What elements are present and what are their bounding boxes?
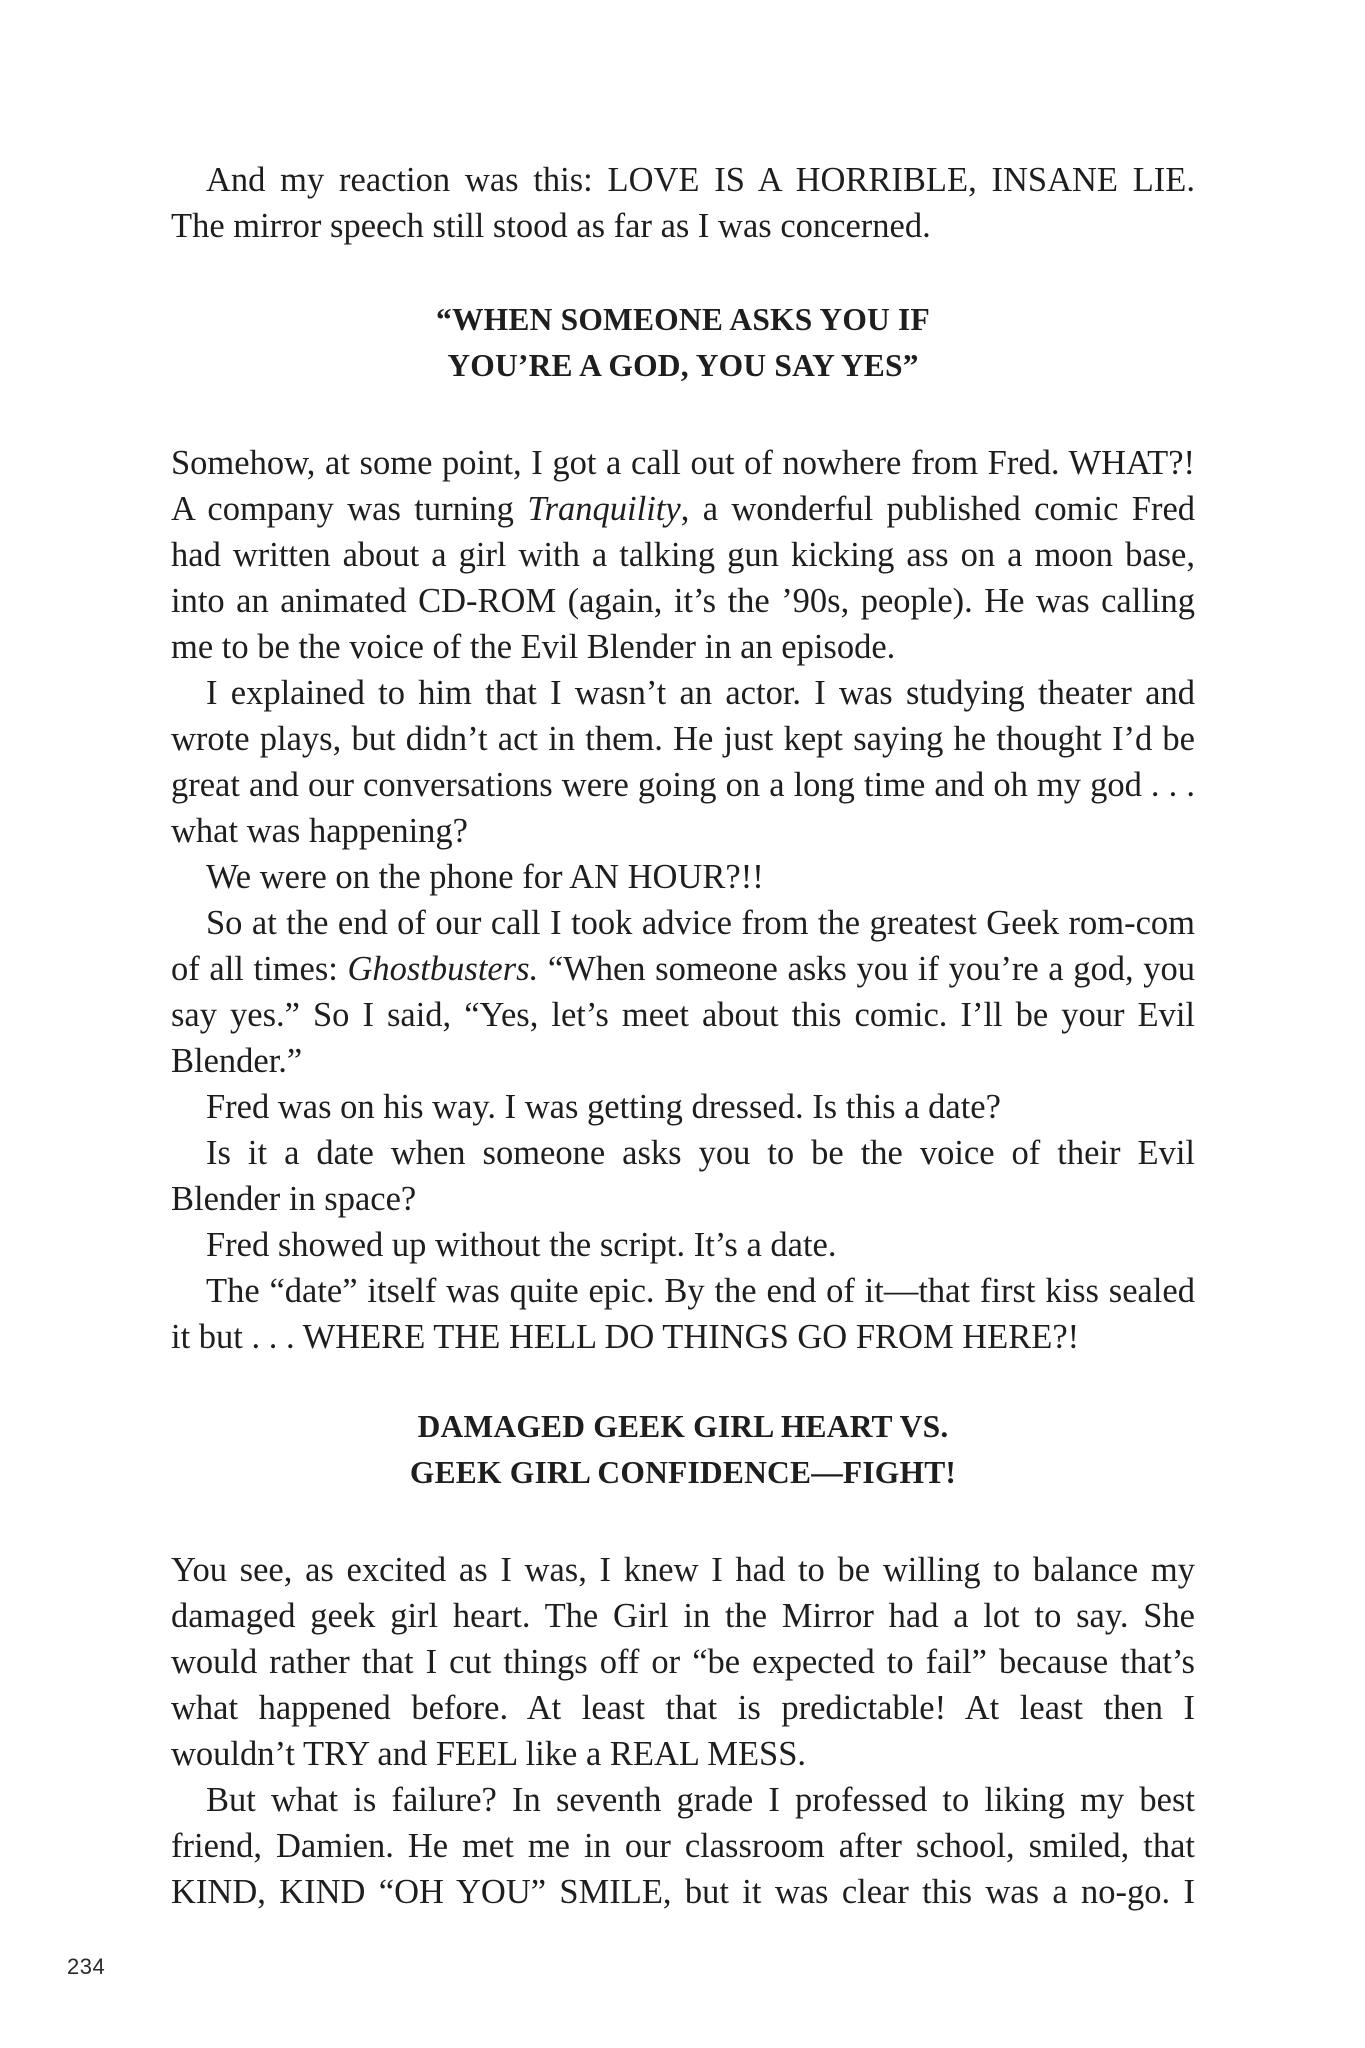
heading-line: “WHEN SOMEONE ASKS YOU IF (436, 302, 930, 337)
heading-line: DAMAGED GEEK GIRL HEART VS. (417, 1409, 949, 1444)
heading-line: YOU’RE A GOD, YOU SAY YES” (447, 348, 919, 383)
paragraph: Fred was on his way. I was getting dressed. Is this a date? (206, 1088, 1001, 1126)
paragraph: So at the end of our call I took advice from the greatest Geek rom-com of all times: Ghostbusters. “When someone asks you if you’re a god, you say yes.” So I said, “Yes, let’s meet about this comic. I’ll be your Evil Blender.” (171, 904, 1195, 1080)
section-heading-fight (171, 1404, 1195, 1496)
paragraph: You see, as excited as I was, I knew I had to be willing to balance my damaged geek girl heart. The Girl in the Mirror had a lot to say. She would rather that I cut things off or “be expected to fail” because that’s what happened before. At least that is predictable! At least then I wouldn’t TRY and FEEL like a REAL MESS. (171, 1551, 1195, 1773)
paragraph: Is it a date when someone asks you to be the voice of their Evil Blender in space? (171, 1134, 1195, 1218)
movie-title: Ghostbusters. (347, 950, 539, 988)
paragraph: Somehow, at some point, I got a call out of nowhere from Fred. WHAT?! A company was turning Tranquility, a wonderful published comic Fred had written about a girl with a talking gun kicking ass on a moon base, into an animated CD-ROM (again, it’s the ’90s, people). He was calling me to be the voice of the Evil Blender in an episode. (171, 444, 1196, 666)
page-body (171, 157, 1195, 1915)
paragraph: Fred showed up without the script. It’s a date. (206, 1226, 837, 1264)
paragraph: We were on the phone for AN HOUR?!! (206, 858, 764, 896)
paragraph: I explained to him that I wasn’t an actor. I was studying theater and wrote plays, but didn’t act in them. He just kept saying he thought I’d be great and our conversations were going on a long time and oh my god . . . what was happening? (171, 674, 1195, 850)
page-number: 234 (67, 1954, 106, 1979)
paragraph: The “date” itself was quite epic. By the end of it—that first kiss sealed it but . . . WHERE THE HELL DO THINGS GO FROM HERE?! (171, 1272, 1195, 1356)
paragraph-intro: And my reaction was this: LOVE IS A HORRIBLE, INSANE LIE. The mirror speech still stood as far as I was concerned. (171, 161, 1195, 245)
paragraph: But what is failure? In seventh grade I professed to liking my best friend, Damien. He met me in our classroom after school, smiled, that KIND, KIND “OH YOU” SMILE, but it was clear this was a no-go. I (171, 1781, 1195, 1911)
book-title: Tranquility (527, 490, 681, 528)
heading-line: GEEK GIRL CONFIDENCE—FIGHT! (409, 1455, 957, 1490)
section-heading-god (171, 297, 1195, 389)
